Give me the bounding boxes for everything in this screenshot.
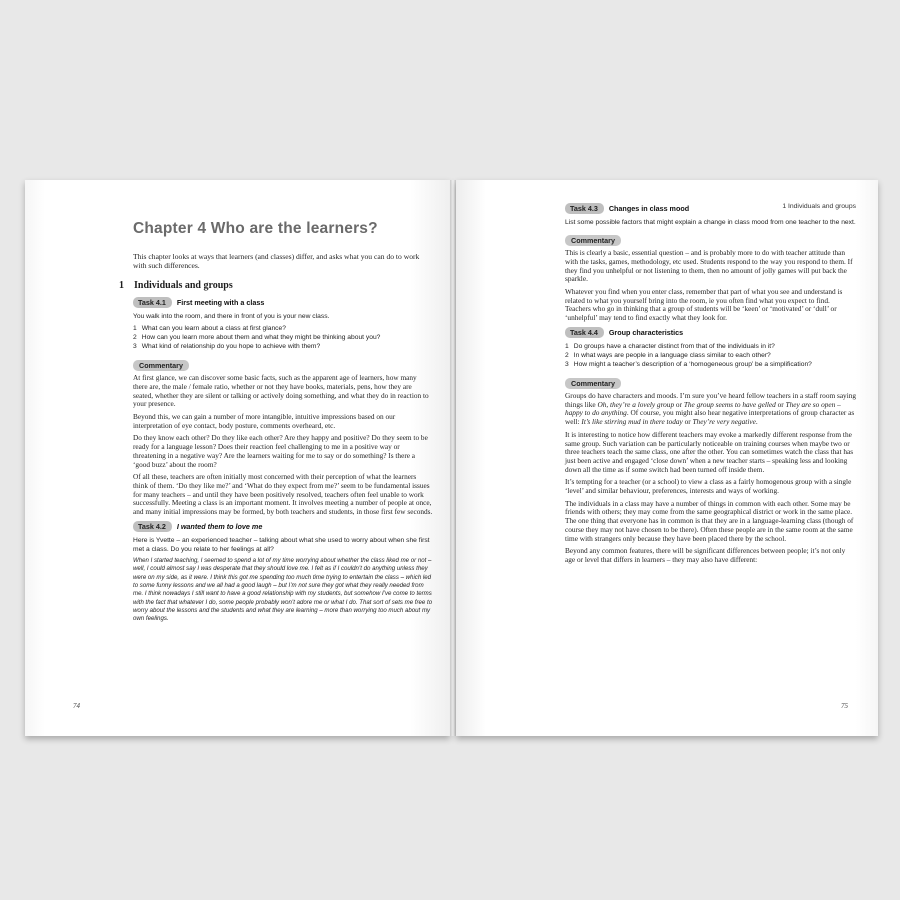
italic-quote: It’s like stirring mud in there today — [581, 417, 683, 427]
task-badge: Task 4.1 — [133, 297, 172, 308]
task-4-4-heading — [565, 327, 857, 338]
italic-quote: They’re very negative — [692, 417, 756, 427]
running-head: 1 Individuals and groups — [782, 203, 856, 210]
commentary-paragraph: Beyond any common features, there will be significant differences between people; it’s not only age or level that differs in learners – they may also have different: — [565, 546, 846, 564]
commentary-paragraph: It’s tempting for a teacher (or a school) to view a class as a fairly homogenous group with a single ‘level’ and similar behaviour, preferences, interests and ways of working. — [565, 477, 852, 496]
question-text: In what ways are people in a language class similar to each other? — [573, 351, 771, 359]
question-number: 1 — [565, 342, 569, 350]
task-4-1-heading — [133, 297, 433, 308]
chapter-intro: This chapter looks at ways that learners (and classes) differ, and asks what you can do to work with such differences. — [133, 252, 420, 271]
text-run: or — [674, 399, 684, 409]
task-4-1-lead: You walk into the room, and there in front of you is your new class. — [133, 312, 330, 320]
question-item — [565, 351, 857, 360]
commentary-paragraph: The individuals in a class may have a number of things in common with each other. Some may be friends with others; they may come from the same geographical district or work in the same place. The one thing that everyone has in common is that they are in a language-learning class (though of course they may not have chosen to be there). Often these people are in the same room at the same time with strangers only because they have been placed there by the school. — [565, 498, 854, 543]
italic-quote: The group seems to have gelled — [683, 399, 776, 409]
commentary-paragraph: Whatever you find when you enter class, remember that part of what you see and understand is related to what you yourself bring into the room, ie you often find what you expect to find. Teachers who go in thinking that a group of students will be ‘keen’ or ‘motivated’ or ‘dull’ or ‘unhelpful’ may tend to find exactly what they look for. — [565, 286, 843, 323]
question-number: 3 — [133, 343, 137, 351]
task-title: I wanted them to love me — [176, 521, 263, 531]
task-badge: Task 4.4 — [565, 327, 604, 338]
commentary-badge: Commentary — [133, 360, 189, 371]
commentary-badge: Commentary — [565, 378, 621, 389]
question-text: What can you learn about a class at first glance? — [141, 324, 286, 332]
question-text: How might a teacher’s description of a ‘homogeneous group’ be a simplification? — [573, 360, 812, 368]
commentary-paragraph — [565, 392, 857, 427]
section-heading — [119, 280, 433, 291]
page-number: 75 — [841, 702, 848, 710]
commentary-paragraph: Beyond this, we can gain a number of more intangible, intuitive impressions based on our interpretation of eye contact, body posture, comments overheard, etc. — [133, 412, 396, 430]
task-4-4-questions — [565, 342, 857, 369]
italic-quote: They are so open – happy to do anything — [565, 399, 841, 418]
question-item — [565, 360, 857, 369]
left-page-content — [119, 220, 433, 624]
task-title: Group characteristics — [608, 327, 684, 337]
text-run: Groups do have characters and moods. I’m sure you’ve heard fellow teachers in a staff room saying things like — [565, 391, 857, 409]
commentary-paragraph: This is clearly a basic, essential question – and is probably more to do with teacher attitude than with the tasks, games, methodology, etc used. Students respond to the way you respond to them. If they find you unhelpful or not listening to them, then no amount of jolly games will put back the sparkle. — [565, 248, 853, 284]
section-number: 1 — [119, 279, 124, 291]
right-page-content — [565, 200, 857, 569]
page-number: 74 — [73, 702, 80, 710]
question-item — [133, 324, 433, 333]
question-number: 2 — [133, 334, 137, 341]
task-4-2-lead: Here is Yvette – an experienced teacher – talking about what she used to worry about when she first met a class. Do you relate to her feelings at all? — [133, 536, 430, 553]
task-4-3-lead: List some possible factors that might explain a change in class mood from one teacher to the next. — [565, 219, 856, 226]
section-title: Individuals and groups — [134, 279, 233, 291]
task-title: Changes in class mood — [608, 204, 690, 213]
commentary-paragraph: It is interesting to notice how different teachers may evoke a markedly different response from the same group. Such variation can be particularly noticeable on training courses when maybe two or three teachers teach the same class, one after the other. You can sometimes watch the class that has just been active and engaged ‘close down’ when a new teacher starts – speaking less and looking down all the time as if some switch had been turned off inside them. — [565, 429, 854, 474]
text-run: or — [775, 399, 786, 409]
text-run: or — [682, 417, 693, 427]
question-text: Do groups have a character distinct from that of the individuals in it? — [573, 342, 775, 350]
text-run: . Of course, you might also hear negative interpretations of group character as well: — [565, 408, 855, 427]
commentary-paragraph: Of all these, teachers are often initially most concerned with their perception of what the learners think of them. ‘Do they like me?’ and ‘What do they expect from me?’ seem to be fundamental issues for many teachers – and until they have been positively resolved, teachers often feel unable to work successfully. Meeting a class is an important moment. It involves meeting a number of people at once, and many initial impressions may be formed, by both teachers and students, in those first few seconds. — [133, 472, 433, 517]
commentary-badge: Commentary — [565, 235, 621, 246]
commentary-paragraph: At first glance, we can discover some basic facts, such as the apparent age of learners, how many there are, the male / female ratio, whether or not they have books, materials, pens, how they are seated, whether they are silent or talking or actively doing something, and what they do in reaction to your presence. — [133, 373, 429, 409]
task-4-1-questions — [133, 324, 433, 351]
question-number: 3 — [565, 360, 569, 368]
question-number: 2 — [565, 351, 569, 359]
question-text: How can you learn more about them and what they might be thinking about you? — [141, 334, 381, 341]
text-run: . — [755, 417, 758, 427]
chapter-title: Chapter 4 Who are the learners? — [133, 220, 378, 237]
italic-quote: Oh, they’re a lovely group — [597, 399, 675, 409]
left-page — [25, 180, 450, 736]
task-title: First meeting with a class — [176, 297, 265, 307]
question-item — [133, 333, 433, 342]
yvette-quote: When I started teaching, I seemed to spend a lot of my time worrying about whether the class liked me or not – well, I could almost say I was desperate that they should love me. I felt as if I couldn’t do anything unless they were on my side, as it were. I think this got me spending too much time trying to entertain the class – which led to some funny lessons and we all had a good laugh – but I’m not sure they got what they really needed from me. I think nowadays I still want to have a good relationship with my students, but somehow I’ve come to terms with the fact that whatever I do, some people probably won’t adore me or what I do. That sort of sets me free to worry about the lessons and the students and what they are learning – more than worrying too much about my own feelings. — [133, 556, 433, 623]
task-badge: Task 4.3 — [565, 203, 604, 214]
question-text: What kind of relationship do you hope to achieve with them? — [141, 343, 321, 351]
question-item — [565, 342, 857, 351]
question-number: 1 — [133, 324, 137, 332]
right-page — [456, 180, 878, 736]
task-badge: Task 4.2 — [133, 521, 172, 532]
question-item — [133, 342, 433, 351]
task-4-2-heading — [133, 521, 433, 532]
task-4-3-heading — [565, 203, 857, 214]
open-book — [25, 180, 877, 740]
commentary-paragraph: Do they know each other? Do they like each other? Are they happy and positive? Do they seem to be ready for a language lesson? Does their reaction feel challenging to me in a positive way or threatening in a negative way? Are the learners waiting for me to say or do something? Is there a ‘good buzz’ about the room? — [133, 433, 428, 469]
